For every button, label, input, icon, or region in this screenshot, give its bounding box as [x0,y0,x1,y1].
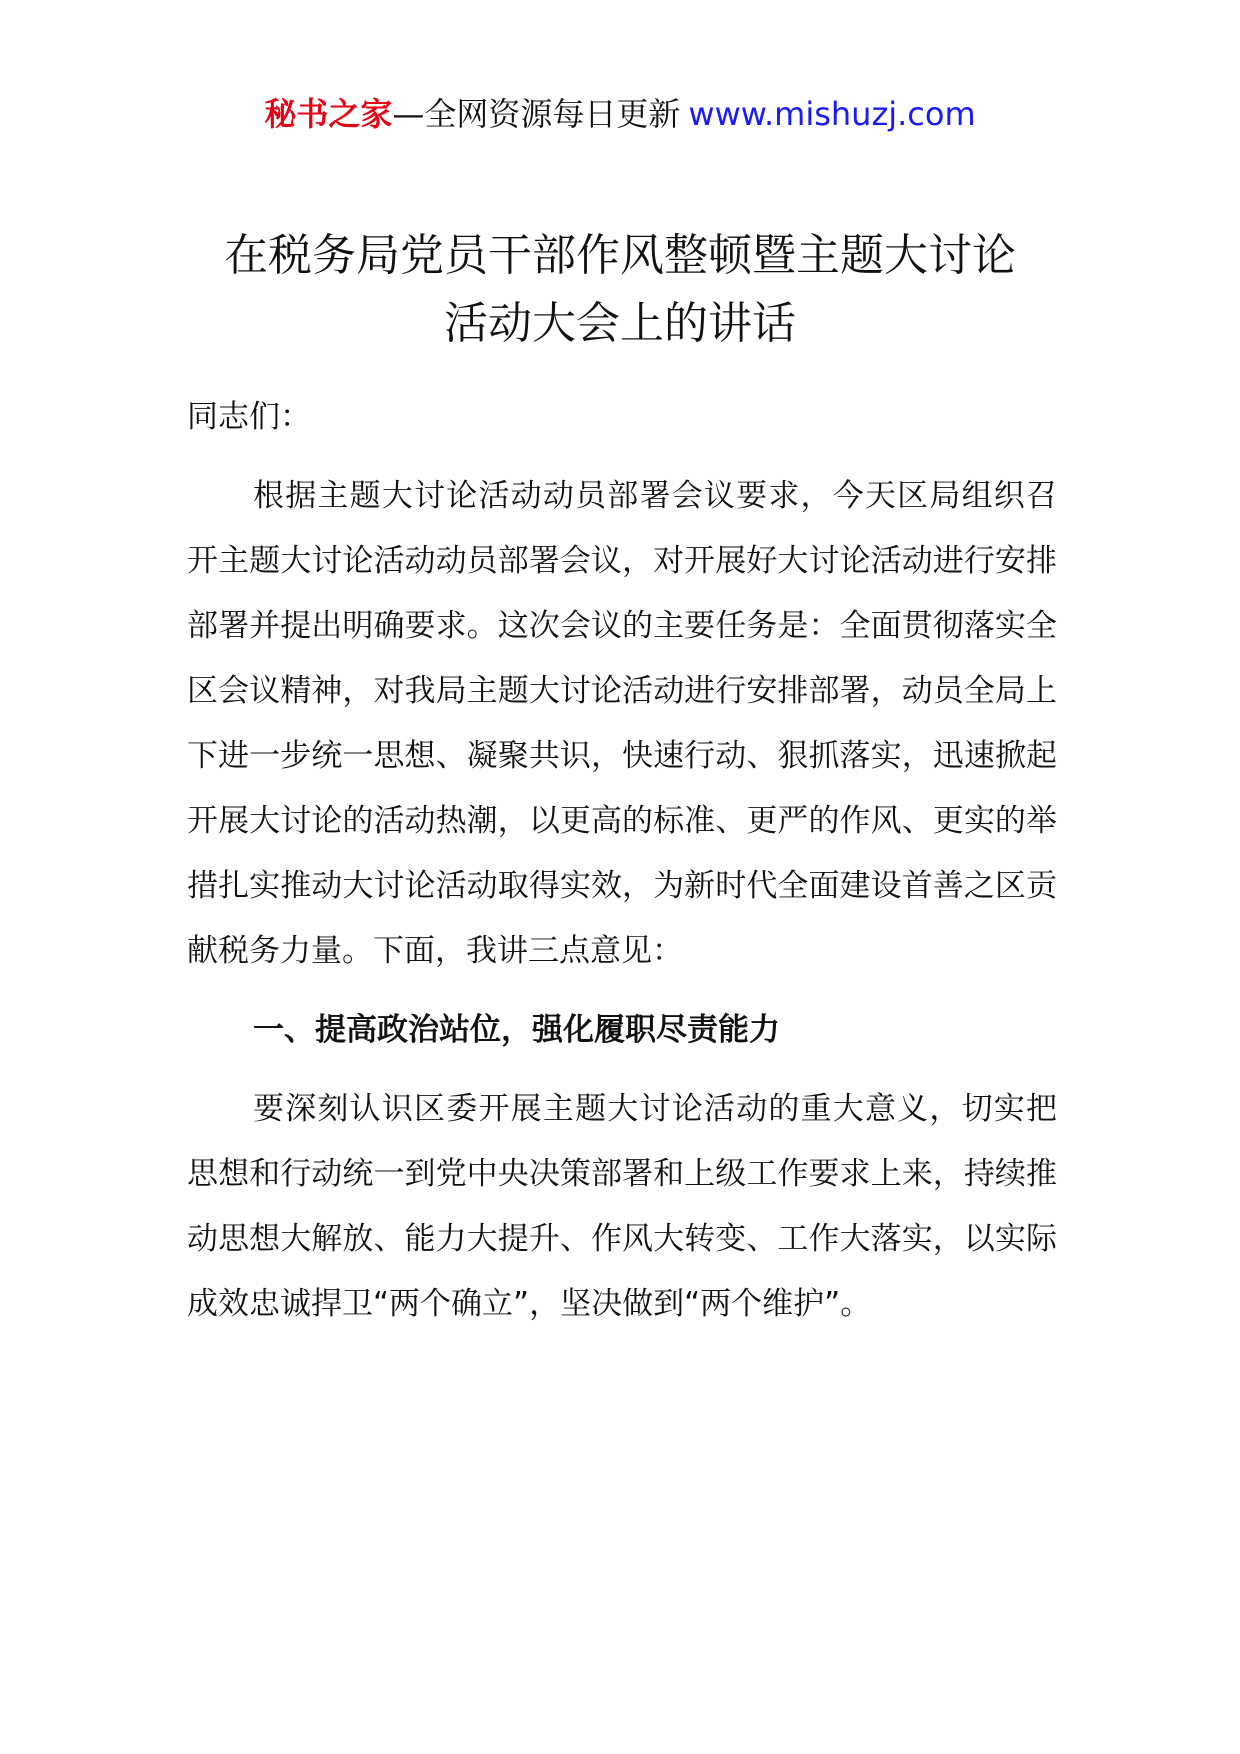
paragraph-section-1: 要深刻认识区委开展主题大讨论活动的重大意义，切实把思想和行动统一到党中央决策部署和上级工作要求上来，持续推动思想大解放、能力大提升、作风大转变、工作大落实，以实际成效忠诚捍卫“两个确立”，坚决做到“两个维护”。 [187,1091,1057,1322]
document-body [187,385,1057,1351]
paragraph-intro: 根据主题大讨论活动动员部署会议要求，今天区局组织召开主题大讨论活动动员部署会议，对开展好大讨论活动进行安排部署并提出明确要求。这次会议的主要任务是：全面贯彻落实全区会议精神，对我局主题大讨论活动进行安排部署，动员全局上下进一步统一思想、凝聚共识，快速行动、狠抓落实，迅速掀起开展大讨论的活动热潮，以更高的标准、更严的作风、更实的举措扎实推动大讨论活动取得实效，为新时代全面建设首善之区贡献税务力量。下面，我讲三点意见： [187,478,1057,969]
site-header [0,92,1240,136]
document-title [150,222,1090,358]
salutation: 同志们： [187,399,311,435]
title-line-2: 活动大会上的讲话 [444,298,796,349]
section-heading-1: 一、提高政治站位，强化履职尽责能力 [253,1012,780,1048]
site-brand: 秘书之家 [264,95,393,133]
site-tagline: —全网资源每日更新 [392,95,681,133]
title-line-1: 在税务局党员干部作风整顿暨主题大讨论 [224,230,1016,281]
site-url-link[interactable]: www.mishuzj.com [688,95,976,133]
